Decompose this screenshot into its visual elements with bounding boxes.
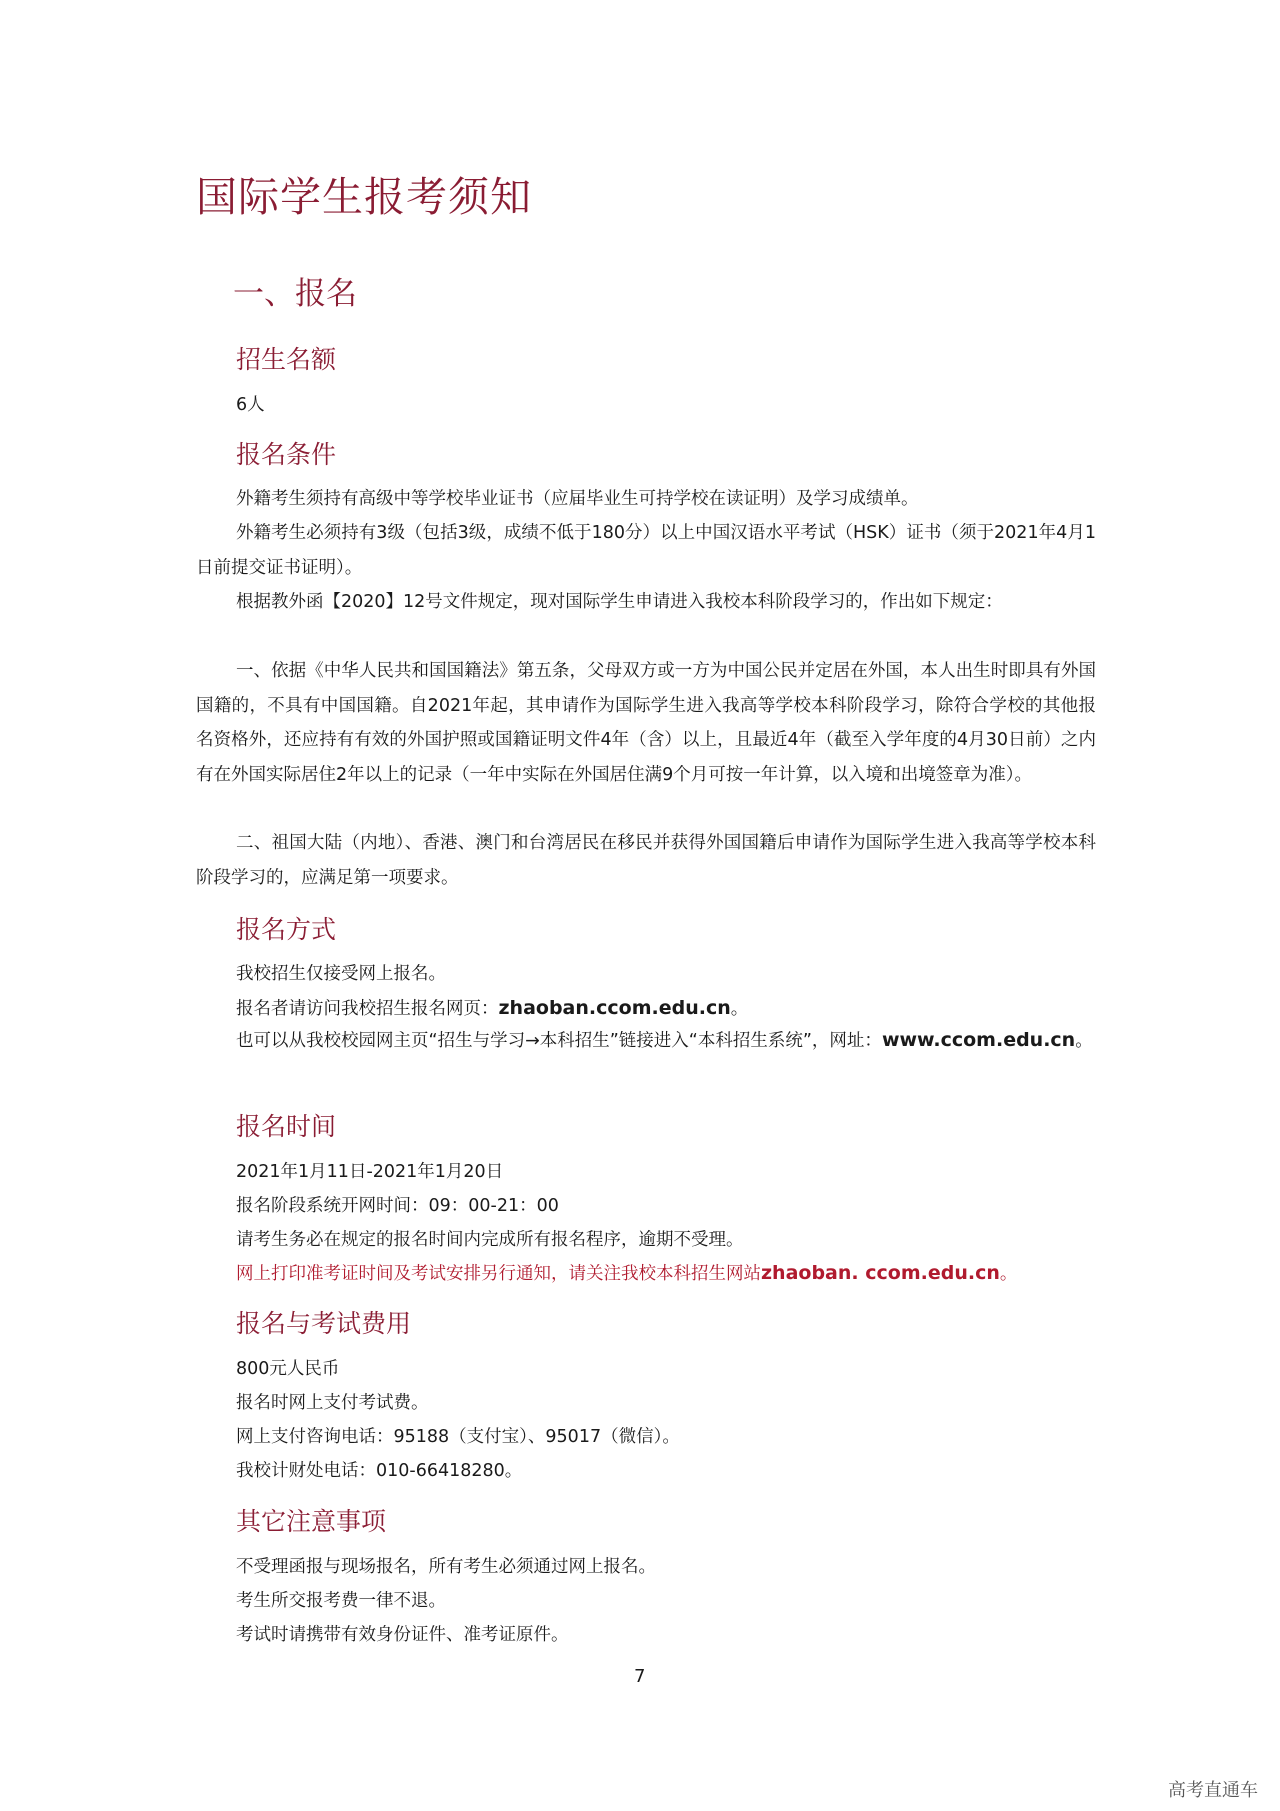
conditions-paragraph-1: 外籍考生须持有高级中等学校毕业证书（应届毕业生可持学校在读证明）及学习成绩单。 — [236, 489, 919, 509]
method-line-3-text: 也可以从我校校园网主页“招生与学习→本科招生”链接进入“本科招生系统”，网址： — [236, 1031, 882, 1051]
registration-url-link[interactable]: zhaoban.ccom.edu.cn — [498, 997, 731, 1019]
notes-line-2: 考生所交报考费一律不退。 — [236, 1591, 446, 1611]
admissions-site-link[interactable]: zhaoban. ccom.edu.cn — [761, 1262, 1000, 1284]
section-heading-registration: 一、报名 — [233, 276, 357, 312]
notes-line-1: 不受理函报与现场报名，所有考生必须通过网上报名。 — [236, 1557, 656, 1577]
subheading-quota: 招生名额 — [236, 345, 337, 374]
time-line-1: 2021年1月11日-2021年1月20日 — [236, 1162, 504, 1182]
time-line-4-text: 网上打印准考证时间及考试安排另行通知，请关注我校本科招生网站 — [236, 1264, 761, 1284]
subheading-time: 报名时间 — [236, 1112, 337, 1141]
fee-line-4: 我校计财处电话：010-66418280。 — [236, 1461, 523, 1481]
subheading-method: 报名方式 — [236, 915, 337, 944]
quota-value: 6人 — [236, 395, 265, 415]
method-line-2-text: 报名者请访问我校招生报名网页： — [236, 999, 499, 1019]
conditions-paragraph-5: 二、祖国大陆（内地）、香港、澳门和台湾居民在移民并获得外国国籍后申请作为国际学生进入我高等学校本科阶段学习的，应满足第一项要求。 — [196, 833, 1096, 888]
notes-line-3: 考试时请携带有效身份证件、准考证原件。 — [236, 1625, 569, 1645]
time-line-3: 请考生务必在规定的报名时间内完成所有报名程序，逾期不受理。 — [236, 1230, 744, 1250]
fee-line-3: 网上支付咨询电话：95188（支付宝）、95017（微信）。 — [236, 1427, 680, 1447]
time-line-4-notice — [236, 1262, 1017, 1285]
watermark-text: 高考直通车 — [1168, 1780, 1258, 1801]
conditions-paragraph-3: 根据教外函【2020】12号文件规定，现对国际学生申请进入我校本科阶段学习的，作出如下规定： — [236, 592, 1003, 612]
conditions-paragraph-2: 外籍考生必须持有3级（包括3级，成绩不低于180分）以上中国汉语水平考试（HSK）证书（须于2021年4月1日前提交证书证明）。 — [196, 523, 1096, 578]
method-line-1: 我校招生仅接受网上报名。 — [236, 964, 446, 984]
fee-line-1: 800元人民币 — [236, 1359, 340, 1379]
method-line-2 — [236, 997, 748, 1020]
campus-url-link[interactable]: www.ccom.edu.cn — [881, 1029, 1076, 1051]
time-line-2: 报名阶段系统开网时间：09：00-21：00 — [236, 1196, 559, 1216]
method-line-3 — [196, 1023, 1096, 1059]
subheading-fee: 报名与考试费用 — [236, 1309, 412, 1338]
subheading-notes: 其它注意事项 — [236, 1507, 387, 1536]
page-title: 国际学生报考须知 — [196, 173, 532, 221]
fee-line-2: 报名时网上支付考试费。 — [236, 1393, 429, 1413]
conditions-paragraph-4: 一、依据《中华人民共和国国籍法》第五条，父母双方或一方为中国公民并定居在外国，本人出生时即具有外国国籍的，不具有中国国籍。自2021年起，其申请作为国际学生进入我高等学校本科阶段学习，除符合学校的其他报名资格外，还应持有有效的外国护照或国籍证明文件4年（含）以上，且最近4年（截至入学年度的4月30日前）之内有在外国实际居住2年以上的记录（一年中实际在外国居住满9个月可按一年计算，以入境和出境签章为准）。 — [196, 661, 1096, 785]
method-line-3-end: 。 — [1075, 1031, 1093, 1051]
page-number: 7 — [634, 1666, 646, 1687]
subheading-conditions: 报名条件 — [236, 440, 337, 469]
method-line-2-end: 。 — [730, 999, 749, 1019]
time-line-4-end: 。 — [999, 1264, 1018, 1284]
